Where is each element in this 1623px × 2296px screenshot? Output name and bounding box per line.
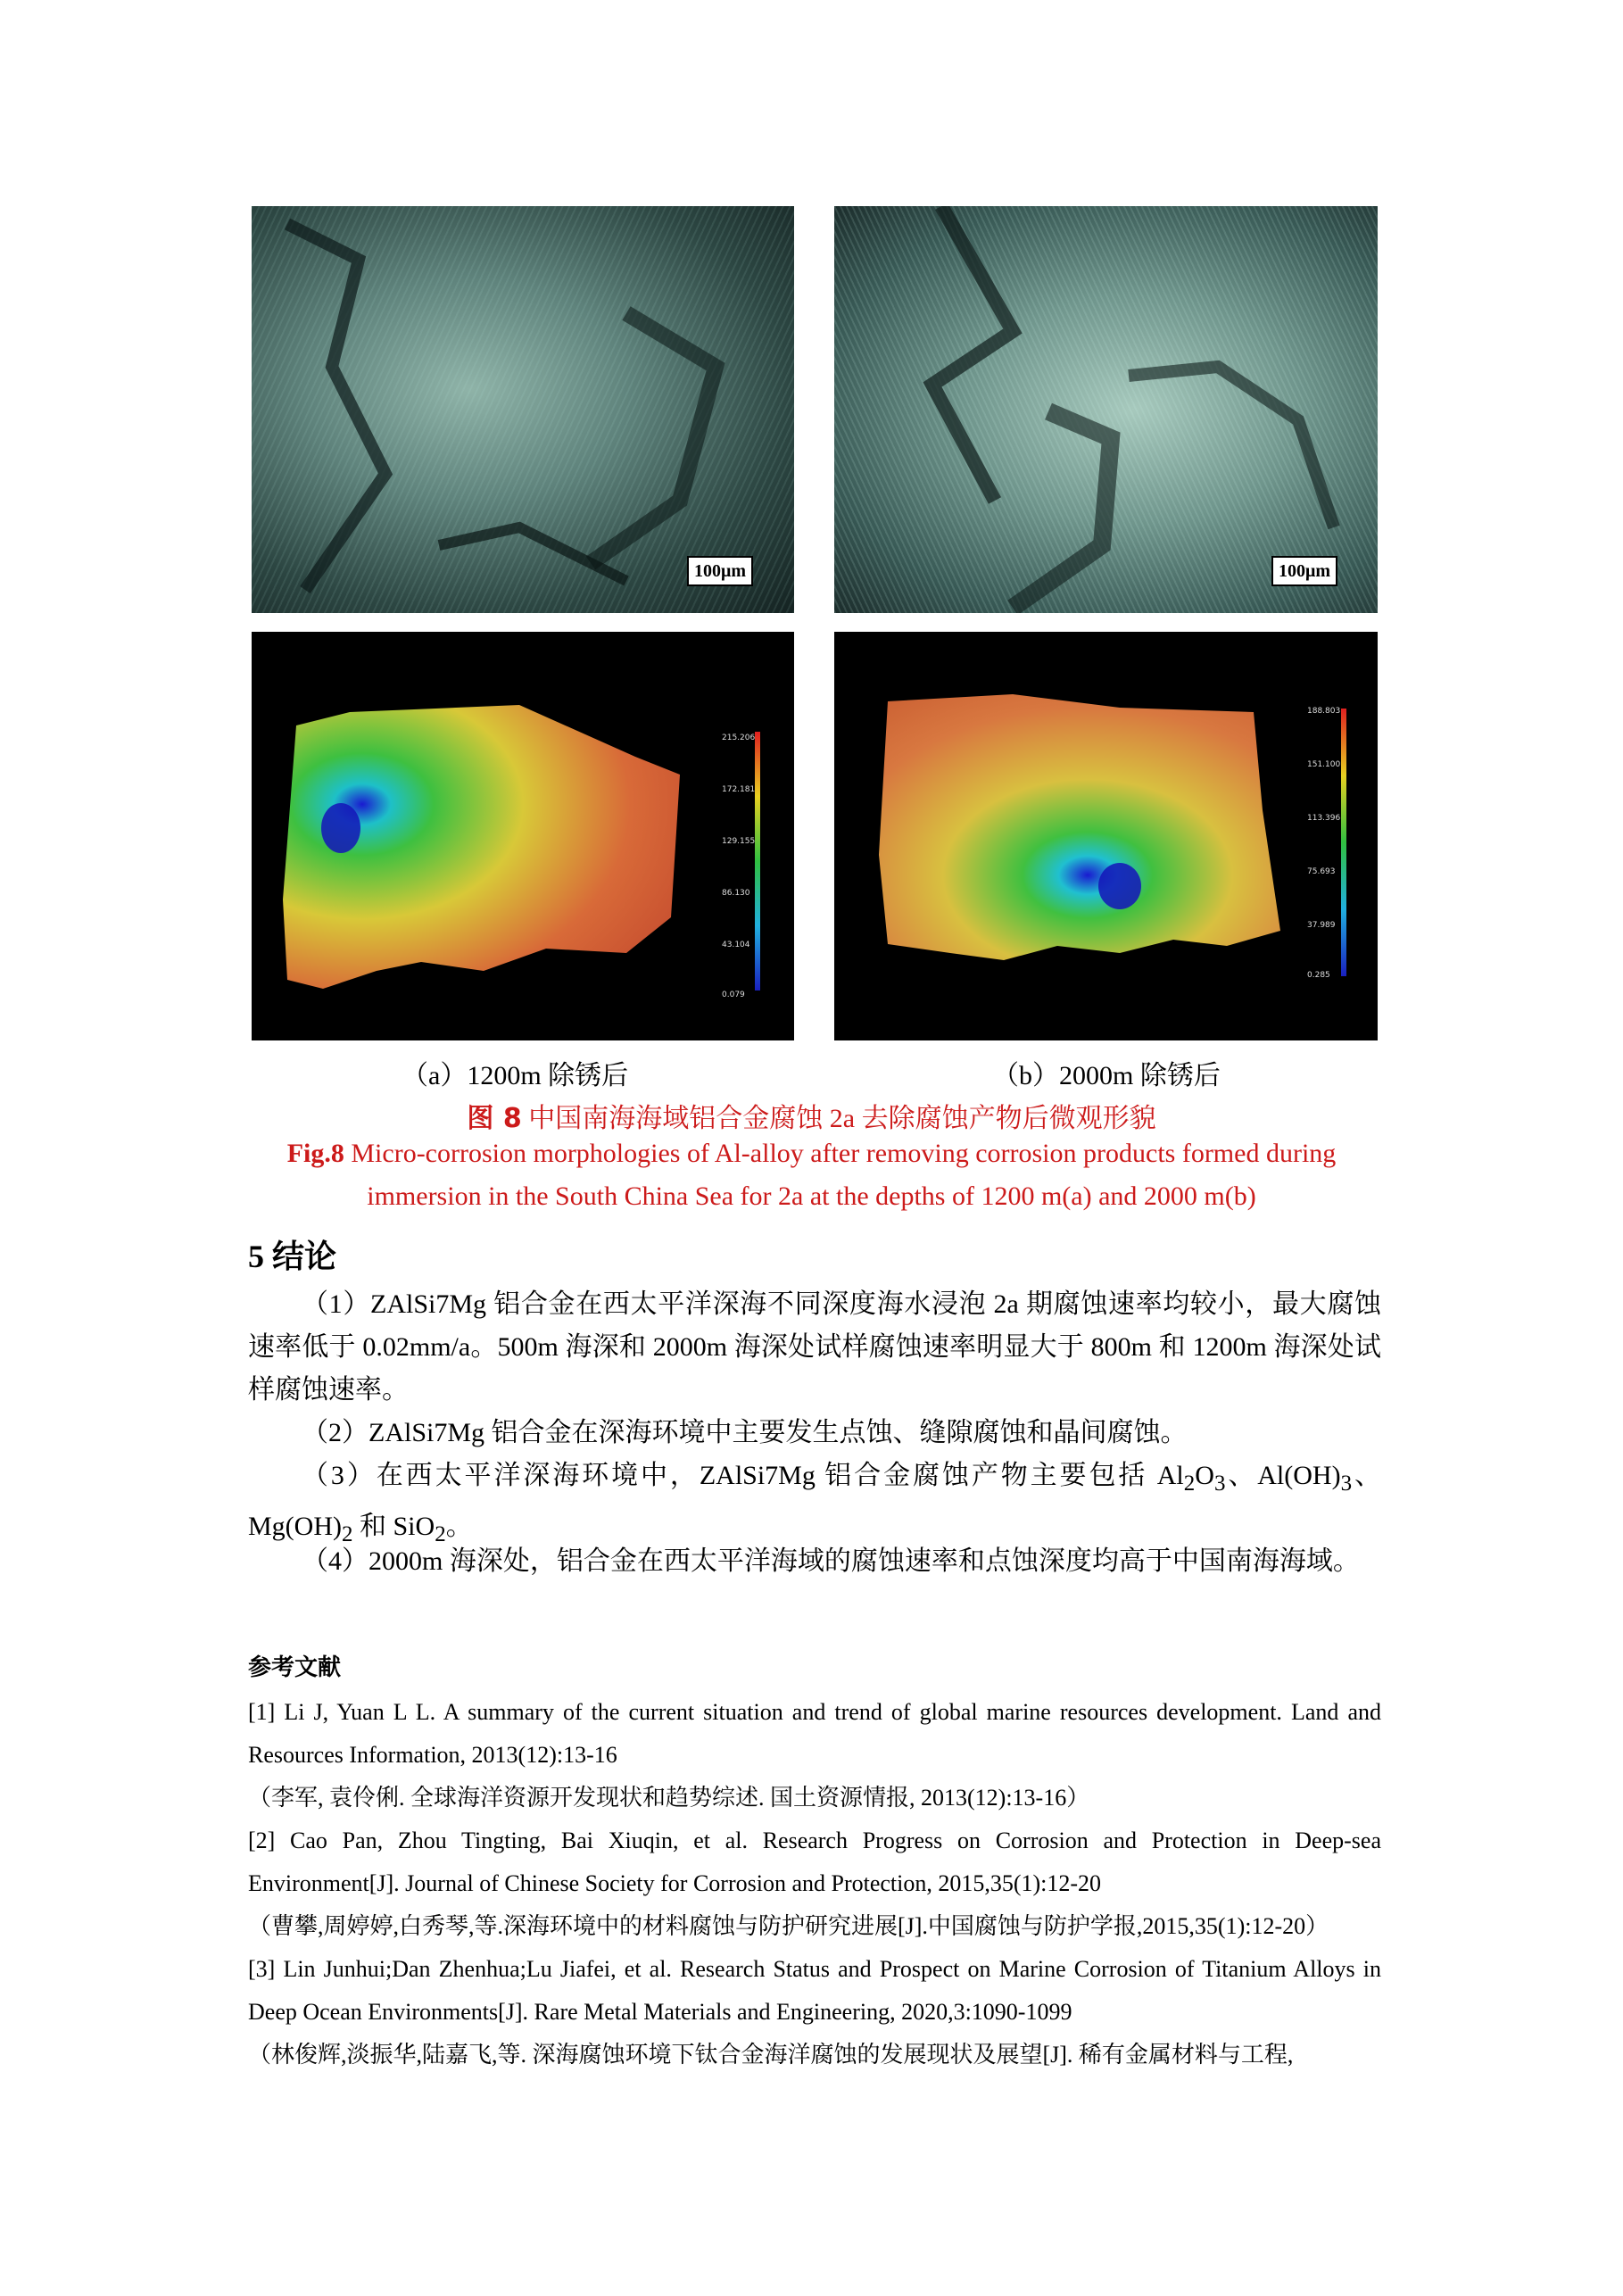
reference-3: [3] Lin Junhui;Dan Zhenhua;Lu Jiafei, et al. Research Status and Prospect on Marine Corrosion of Titanium Alloys in Deep Ocean Environments[J]. Rare Metal Materials and Engineering, 2020,3:1090-1099 (248, 1956, 1381, 2025)
caption-cn-text: 中国南海海域铝合金腐蚀 2a 去除腐蚀产物后微观形貌 (528, 1104, 1156, 1133)
colorbar-a (753, 732, 774, 991)
sublabel-b: （b）2000m 除锈后 (992, 1061, 1221, 1090)
reference-2: [2] Cao Pan, Zhou Tingting, Bai Xiuqin, et al. Research Progress on Corrosion and Protection in Deep-sea Environment[J]. Journal of Chinese Society for Corrosion and Protection, 2015,35(1):12-20 (248, 1828, 1381, 1896)
sublabel-a: （a）1200m 除锈后 (402, 1061, 629, 1090)
profile-plot-a (252, 632, 794, 1040)
colorbar-a-tick: 43.104 (722, 941, 750, 949)
colorbar-b-tick: 188.803 (1307, 707, 1341, 716)
colorbar-a-tick: 172.181 (722, 785, 756, 794)
figure-caption-en (0, 1139, 1623, 1169)
conclusion-paragraph-4: （4）2000m 海深处，铝合金在西太平洋海域的腐蚀速率和点蚀深度均高于中国南海海域。 (302, 1546, 1360, 1576)
figure-caption-en-line2: immersion in the South China Sea for 2a at the depths of 1200 m(a) and 2000 m(b) (367, 1181, 1256, 1211)
profile-surface-a (252, 632, 794, 1040)
caption-cn-prefix: 图 8 (467, 1103, 522, 1134)
colorbar-b-tick: 37.989 (1307, 921, 1336, 930)
colorbar-a-tick: 0.079 (722, 991, 745, 999)
micrograph-b-cracks (834, 206, 1378, 613)
caption-en-line1: Micro-corrosion morphologies of Al-alloy after removing corrosion products formed during (351, 1139, 1337, 1168)
colorbar-a-tick: 215.206 (722, 734, 756, 742)
colorbar-b-tick: 75.693 (1307, 867, 1336, 876)
conclusion-paragraph-2: （2）ZAlSi7Mg 铝合金在深海环境中主要发生点蚀、缝隙腐蚀和晶间腐蚀。 (302, 1418, 1188, 1447)
profile-surface-b (834, 632, 1378, 1040)
figure-caption-cn (0, 1096, 1623, 1135)
micrograph-a-cracks (252, 206, 794, 613)
reference-2-cn: （曹攀,周婷婷,白秀琴,等.深海环境中的材料腐蚀与防护研究进展[J].中国腐蚀与防护学报,2015,35(1):12-20） (248, 1913, 1329, 1939)
colorbar-b (1339, 709, 1361, 976)
caption-en-prefix: Fig.8 (286, 1139, 344, 1168)
conclusion-paragraph-3: （3）在西太平洋深海环境中，ZAlSi7Mg 铝合金腐蚀产物主要包括 $Al_2O_3$、$Al(OH)_3$、$Mg(OH)_2$ 和 SiO$_2$。 (248, 1461, 1382, 1546)
reference-1-cn: （李军, 袁伶俐. 全球海洋资源开发现状和趋势综述. 国土资源情报, 2013(12):13-16） (248, 1785, 1090, 1811)
micrograph-b (834, 206, 1378, 613)
colorbar-a-tick: 129.155 (722, 837, 756, 846)
colorbar-b-tick: 113.396 (1307, 814, 1341, 823)
scale-bar-a: 100μm (687, 556, 753, 586)
reference-3-cn: （林俊辉,淡振华,陆嘉飞,等. 深海腐蚀环境下钛合金海洋腐蚀的发展现状及展望[J]. 稀有金属材料与工程, (248, 2042, 1294, 2068)
profile-plot-b (834, 632, 1378, 1040)
colorbar-a-tick: 86.130 (722, 889, 750, 898)
section-heading: 5 结论 (248, 1239, 337, 1274)
references-heading: 参考文献 (248, 1654, 342, 1681)
colorbar-b-tick: 0.285 (1307, 971, 1330, 980)
conclusion-paragraph-1: （1）ZAlSi7Mg 铝合金在西太平洋深海不同深度海水浸泡 2a 期腐蚀速率均较小，最大腐蚀速率低于 0.02mm/a。500m 海深和 2000m 海深处试样腐蚀速率明显大于 800m 和 1200m 海深处试样腐蚀速率。 (248, 1289, 1381, 1405)
micrograph-a (252, 206, 794, 613)
colorbar-b-tick: 151.100 (1307, 760, 1341, 769)
scale-bar-b: 100μm (1271, 556, 1337, 586)
reference-1: [1] Li J, Yuan L L. A summary of the current situation and trend of global marine resources development. Land and Resources Information, 2013(12):13-16 (248, 1699, 1381, 1768)
